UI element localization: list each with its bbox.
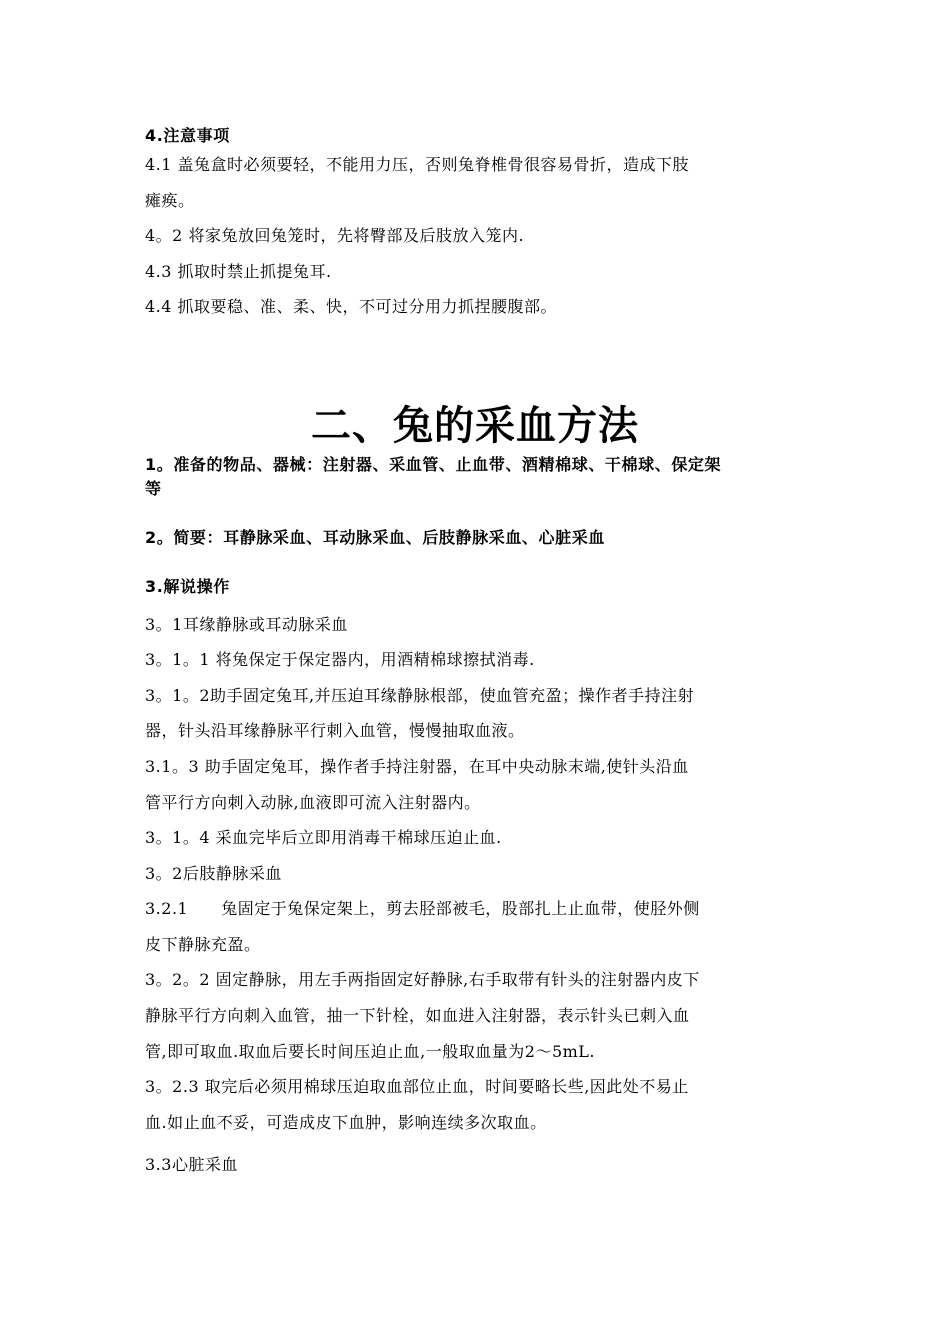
note-item: 4。2 将家兔放回兔笼时，先将臀部及后肢放入笼内. (145, 226, 525, 245)
note-item: 4.1 盖兔盒时必须要轻，不能用力压，否则兔脊椎骨很容易骨折，造成下肢 (145, 155, 690, 174)
operation-line: 静脉平行方向刺入血管，抽一下针栓，如血进入注射器，表示针头已刺入血 (145, 1006, 690, 1025)
summary-line: 2。简要：耳静脉采血、耳动脉采血、后肢静脉采血、心脏采血 (145, 528, 605, 547)
operation-line: 皮下静脉充盈。 (145, 935, 261, 954)
operation-line: 3.2.1 兔固定于兔保定架上，剪去胫部被毛，股部扎上止血带，使胫外侧 (145, 899, 700, 918)
operation-line: 3.1。3 助手固定兔耳，操作者手持注射器，在耳中央动脉末端,使针头沿血 (145, 757, 689, 776)
prep-line: 等 (145, 479, 162, 498)
notes-heading: 4.注意事项 (145, 126, 230, 145)
operation-line: 3。2。2 固定静脉，用左手两指固定好静脉,右手取带有针头的注射器内皮下 (145, 970, 700, 989)
operation-line: 3。1耳缘静脉或耳动脉采血 (145, 615, 348, 634)
section-title: 二、兔的采血方法 (311, 402, 639, 449)
note-item: 4.3 抓取时禁止抓提兔耳. (145, 262, 332, 281)
operation-line: 3。1。1 将兔保定于保定器内，用酒精棉球擦拭消毒. (145, 650, 535, 669)
prep-line: 1。准备的物品、器械：注射器、采血管、止血带、酒精棉球、干棉球、保定架 (145, 455, 722, 474)
operation-line: 管,即可取血.取血后要长时间压迫止血,一般取血量为2～5mL. (145, 1042, 596, 1061)
operation-line: 3。1。2助手固定兔耳,并压迫耳缘静脉根部，使血管充盈；操作者手持注射 (145, 686, 695, 705)
note-item: 瘫痪。 (145, 191, 195, 210)
operation-line: 管平行方向刺入动脉,血液即可流入注射器内。 (145, 793, 481, 812)
operation-line: 3。2后肢静脉采血 (145, 864, 282, 883)
operation-line: 3。2.3 取完后必须用棉球压迫取血部位止血，时间要略长些,因此处不易止 (145, 1077, 689, 1096)
operation-line: 3.3心脏采血 (145, 1155, 238, 1174)
operation-line: 血.如止血不妥，可造成皮下血肿，影响连续多次取血。 (145, 1113, 547, 1132)
operation-line: 3。1。4 采血完毕后立即用消毒干棉球压迫止血. (145, 828, 502, 847)
note-item: 4.4 抓取要稳、准、柔、快，不可过分用力抓捏腰腹部。 (145, 297, 558, 316)
operation-line: 器，针头沿耳缘静脉平行刺入血管，慢慢抽取血液。 (145, 721, 525, 740)
operation-heading: 3.解说操作 (145, 577, 230, 596)
